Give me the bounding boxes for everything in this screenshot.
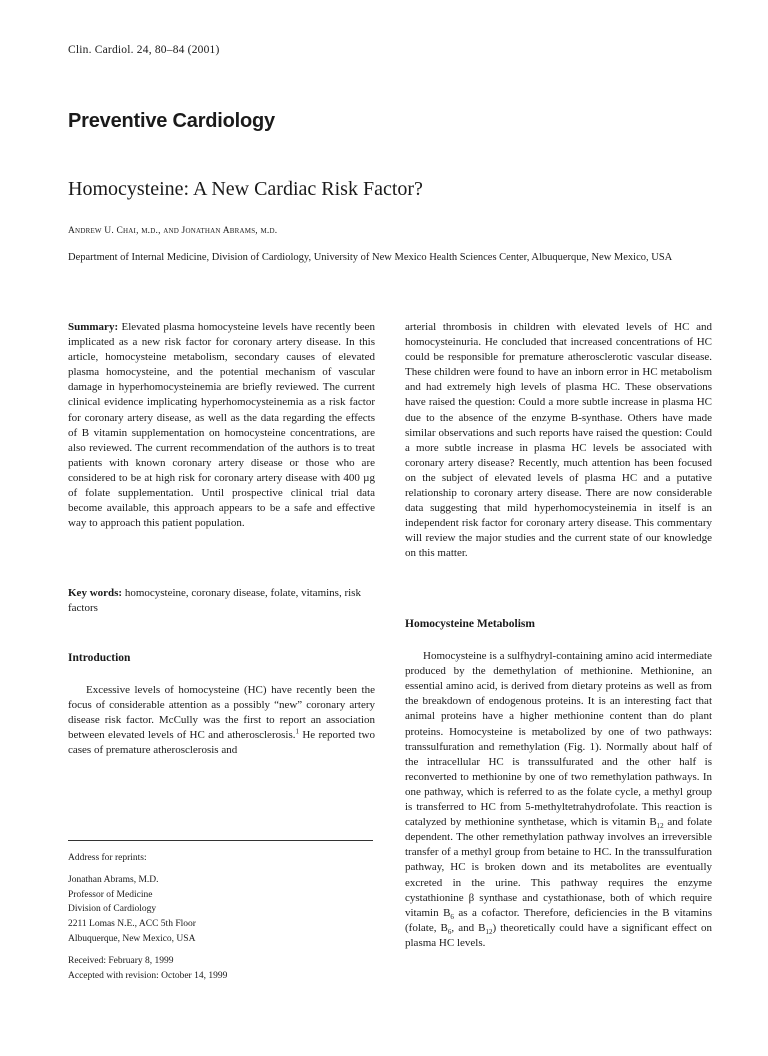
reprints-title: Professor of Medicine (68, 889, 153, 900)
accepted-date: Accepted with revision: October 14, 1999 (68, 970, 228, 981)
introduction-heading: Introduction (68, 652, 131, 664)
metabolism-text-1: Homocysteine is a sulfhydryl-containing amino acid intermediate produced by the demethylation of methionine. Methionine, an essential amino acid, is derived from dietary proteins as well as from the breakdown of endogenous proteins. It is an interesting fact that animal proteins have a higher methionine content than do plant proteins. Homocysteine is metabolized by one of two pathways: transsulfuration and remethylation (Fig. 1). Normally about half of the intracellular HC is transsulfurated and the other half is reconverted to methionine by one of two remethylation pathways. In one pathway, which is referred to as the folate cycle, a methyl group is transferred to HC from 5-methyltetrahydrofolate. This reaction is catalyzed by methionine synthetase, which is vitamin B (405, 650, 712, 829)
subscript-b6-second: 6 (447, 927, 452, 936)
summary-paragraph (68, 320, 375, 531)
reprints-division: Division of Cardiology (68, 904, 157, 915)
reference-marker: 1 (295, 727, 299, 736)
metabolism-text-4: , and B (451, 921, 486, 934)
continuation-paragraph: arterial thrombosis in children with elevated levels of HC and homocysteinuria. He concluded that increased concentrations of HC could be responsible for premature atherosclerotic vascular disease. These children were found to have an inborn error in HC metabolism and had extremely high levels of plasma HC. These observations have raised the question: Could a more subtle increase in plasma HC due to the absence of the enzyme B-synthase. Others have made similar observations and such reports have raised the question: Could a more subtle increase in plasma HC levels be associated with coronary artery disease? Recently, much attention has been focused on the subject of elevated levels of plasma HC and a putative relationship to coronary artery disease. There are now considerable data suggesting that mild hyperhomocysteinemia in itself is an independent risk factor for coronary artery disease. This commentary will review the major studies and the current state of our knowledge on this matter. (405, 321, 712, 560)
section-heading: Preventive Cardiology (68, 110, 275, 132)
metabolism-heading: Homocysteine Metabolism (405, 618, 535, 630)
reprints-city: Albuquerque, New Mexico, USA (68, 933, 196, 944)
subscript-b6: 6 (450, 912, 454, 921)
keywords-paragraph (68, 586, 375, 616)
left-column (68, 320, 375, 531)
right-column (405, 320, 712, 562)
subscript-b12: 12 (656, 822, 664, 831)
reprints-label: Address for reprints: (68, 853, 147, 863)
article-title: Homocysteine: A New Cardiac Risk Factor? (68, 178, 423, 200)
keywords-text: homocysteine, coronary disease, folate, vitamins, risk factors (68, 587, 361, 615)
metabolism-text-5: ) theoretically could have a significant effect on plasma HC levels. (405, 921, 712, 949)
author-list: Andrew U. Chai, m.d., and Jonathan Abrams, m.d. (68, 226, 278, 236)
keywords-label: Key words: (68, 587, 123, 599)
metabolism-paragraph (405, 649, 712, 951)
metabolism-text-2: and folate dependent. The other remethylation pathway involves an irreversible transfer of a methyl group from betaine to HC. In the transsulfuration pathway, HC is broken down and its metabolites are eventually excreted in the urine. This pathway requires the enzyme cystathionine β synthase and cystathionase, both of which require vitamin B (405, 816, 712, 919)
journal-citation: Clin. Cardiol. 24, 80–84 (2001) (68, 44, 220, 56)
subscript-b12-second: 12 (485, 927, 493, 936)
introduction-text: Excessive levels of homocysteine (HC) have recently been the focus of considerable attention as a possibly “new” coronary artery disease risk factor. McCully was the first to report an association between elevated levels of HC and atherosclerosis. (68, 684, 375, 742)
reprints-name: Jonathan Abrams, M.D. (68, 874, 159, 885)
introduction-section (68, 651, 375, 759)
affiliation: Department of Internal Medicine, Division of Cardiology, University of New Mexico Health Sciences Center, Albuquerque, New Mexico, USA (68, 252, 673, 263)
metabolism-section (405, 617, 712, 951)
introduction-text-continued: He reported two cases of premature atherosclerosis and (68, 729, 375, 757)
footnote-divider (68, 840, 373, 841)
reprints-street: 2211 Lomas N.E., ACC 5th Floor (68, 919, 196, 930)
metabolism-text-3: as a cofactor. Therefore, deficiencies in the B vitamins (folate, B (405, 906, 712, 934)
summary-label: Summary: (68, 321, 119, 333)
summary-text: Elevated plasma homocysteine levels have recently been implicated as a new risk factor for coronary artery disease. In this article, homocysteine metabolism, secondary causes of elevated plasma homocysteine, and the potential mechanism of vascular damage in hyperhomocysteinemia are briefly reviewed. The current clinical evidence implicating hyperhomocysteinemia as a risk factor for coronary artery disease, as well as the data regarding the effects of B vitamin supplementation on homocysteine concentrations, are also reviewed. The current recommendation of the authors is to treat patients with known coronary artery disease or those who are considered to be at high risk for coronary artery disease with 400 µg of folate supplementation. Until prospective clinical trial data become available, this approach appears to be a safe and effective way to approach this patient population. (68, 321, 376, 530)
received-date: Received: February 8, 1999 (68, 955, 174, 966)
keywords-block (68, 586, 375, 616)
introduction-paragraph (68, 683, 375, 758)
reprints-footnote (68, 851, 368, 983)
